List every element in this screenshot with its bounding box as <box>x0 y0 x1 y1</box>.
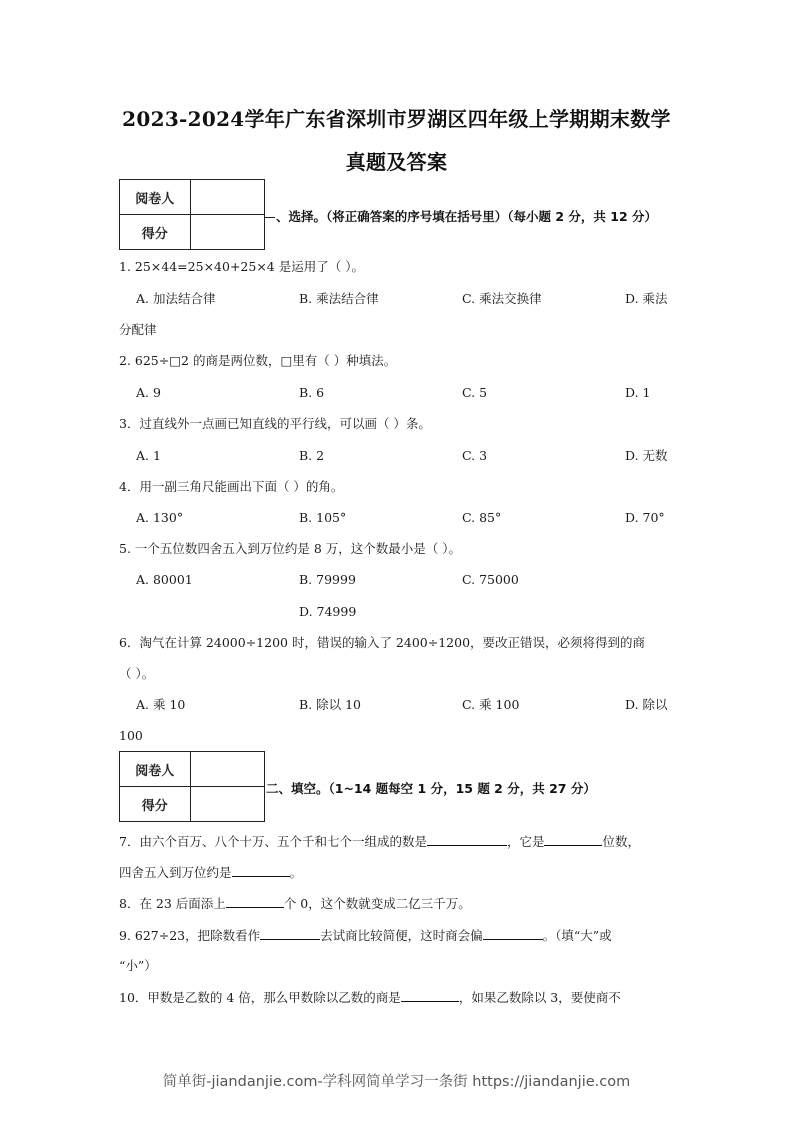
question-7 <box>119 833 640 850</box>
heading-prefix-dash <box>265 217 275 218</box>
question-2-option-d: D. 1 <box>625 385 651 400</box>
question-8 <box>119 895 471 912</box>
question-7-text-1: 7．由六个百万、八个十万、五个千和七个一组成的数是 <box>119 834 427 849</box>
question-3-option-b: B. 2 <box>299 448 325 463</box>
reviewer-field[interactable] <box>190 752 264 787</box>
question-3-option-c: C. 3 <box>462 448 488 463</box>
question-7-line-2 <box>119 864 302 881</box>
reviewer-field[interactable] <box>190 180 264 215</box>
question-1: 1. 25×44=25×40+25×4 是运用了（ ）。 <box>119 259 364 274</box>
question-6-option-a: A. 乘 10 <box>136 697 186 712</box>
question-8-text-1: 8．在 23 后面添上 <box>119 896 226 911</box>
question-8-text-2: 个 0，这个数就变成二亿三千万。 <box>283 896 471 911</box>
question-7-text-2: ，它是 <box>506 834 545 849</box>
question-6-option-c: C. 乘 100 <box>462 697 520 712</box>
question-7-blank-2[interactable] <box>544 833 602 846</box>
question-5-option-a: A. 80001 <box>136 572 193 587</box>
question-3-option-d: D. 无数 <box>625 448 668 463</box>
question-9-blank-2[interactable] <box>483 927 543 940</box>
score-table-section-1 <box>119 179 265 250</box>
question-2: 2. 625÷□2 的商是两位数，□里有（ ）种填法。 <box>119 353 397 368</box>
question-10-blank-1[interactable] <box>401 989 459 1002</box>
question-9-text-1: 9. 627÷23，把除数看作 <box>119 928 261 943</box>
question-9 <box>119 927 612 944</box>
question-4: 4．用一副三角尺能画出下面（ ）的角。 <box>119 479 344 494</box>
question-1-option-b: B. 乘法结合律 <box>299 291 379 306</box>
question-5-option-d: D. 74999 <box>299 604 357 619</box>
question-4-option-d: D. 70° <box>625 510 665 525</box>
question-10-text-1: 10．甲数是乙数的 4 倍，那么甲数除以乙数的商是 <box>119 990 401 1005</box>
question-9-line-2: “小”） <box>119 958 157 973</box>
question-9-text-2: 去试商比较简便，这时商会偏 <box>320 928 483 943</box>
question-1-option-d: D. 乘法 <box>625 291 668 306</box>
question-7-text-3: 位数， <box>602 834 640 849</box>
document-subtitle: 真题及答案 <box>345 150 448 174</box>
question-1-option-d-wrap: 分配律 <box>119 322 157 337</box>
question-2-option-b: B. 6 <box>299 385 325 400</box>
footer-watermark: 简单街-jiandanjie.com-学科网简单学习一条街 https://jiandanjie.com <box>162 1074 631 1090</box>
document-title: 2023-2024学年广东省深圳市罗湖区四年级上学期期末数学 <box>122 107 671 131</box>
reviewer-label: 阅卷人 <box>120 752 191 787</box>
question-6-option-b: B. 除以 10 <box>299 697 362 712</box>
section-heading-choice-text: 、选择。（将正确答案的序号填在括号里）（每小题 2 分，共 12 分） <box>276 209 658 224</box>
question-6-wrap: （ ）。 <box>119 666 155 681</box>
score-label: 得分 <box>120 787 191 822</box>
section-heading-choice <box>265 207 657 225</box>
question-2-option-c: C. 5 <box>462 385 488 400</box>
question-10 <box>119 989 621 1006</box>
question-5-option-c: C. 75000 <box>462 572 519 587</box>
question-1-option-a: A. 加法结合律 <box>136 291 216 306</box>
question-4-option-c: C. 85° <box>462 510 502 525</box>
question-8-blank-1[interactable] <box>226 895 284 908</box>
question-3-option-a: A. 1 <box>136 448 161 463</box>
section-heading-fill-in: 二、填空。（1~14 题每空 1 分，15 题 2 分，共 27 分） <box>266 781 596 796</box>
question-4-option-b: B. 105° <box>299 510 347 525</box>
question-6: 6．淘气在计算 24000÷1200 时，错误的输入了 2400÷1200，要改正错误，必须将得到的商 <box>119 635 646 650</box>
question-9-blank-1[interactable] <box>260 927 320 940</box>
question-4-option-a: A. 130° <box>136 510 184 525</box>
question-5-option-b: B. 79999 <box>299 572 356 587</box>
question-7-text-4: 四舍五入到万位约是 <box>119 865 232 880</box>
reviewer-label: 阅卷人 <box>120 180 191 215</box>
score-label: 得分 <box>120 215 191 250</box>
question-6-option-d: D. 除以 <box>625 697 668 712</box>
score-field[interactable] <box>190 215 264 250</box>
question-5: 5. 一个五位数四舍五入到万位约是 8 万，这个数最小是（ ）。 <box>119 541 462 556</box>
score-table-section-2 <box>119 751 265 822</box>
question-7-blank-3[interactable] <box>232 864 290 877</box>
question-7-blank-1[interactable] <box>427 833 507 846</box>
question-2-option-a: A. 9 <box>136 385 161 400</box>
score-field[interactable] <box>190 787 264 822</box>
question-7-text-5: 。 <box>289 865 303 880</box>
question-3: 3．过直线外一点画已知直线的平行线，可以画（ ）条。 <box>119 416 431 431</box>
question-1-option-c: C. 乘法交换律 <box>462 291 542 306</box>
question-6-option-d-wrap: 100 <box>119 728 143 743</box>
question-9-text-3: 。（填“大”或 <box>542 928 612 943</box>
question-10-text-2: ，如果乙数除以 3，要使商不 <box>458 990 621 1005</box>
